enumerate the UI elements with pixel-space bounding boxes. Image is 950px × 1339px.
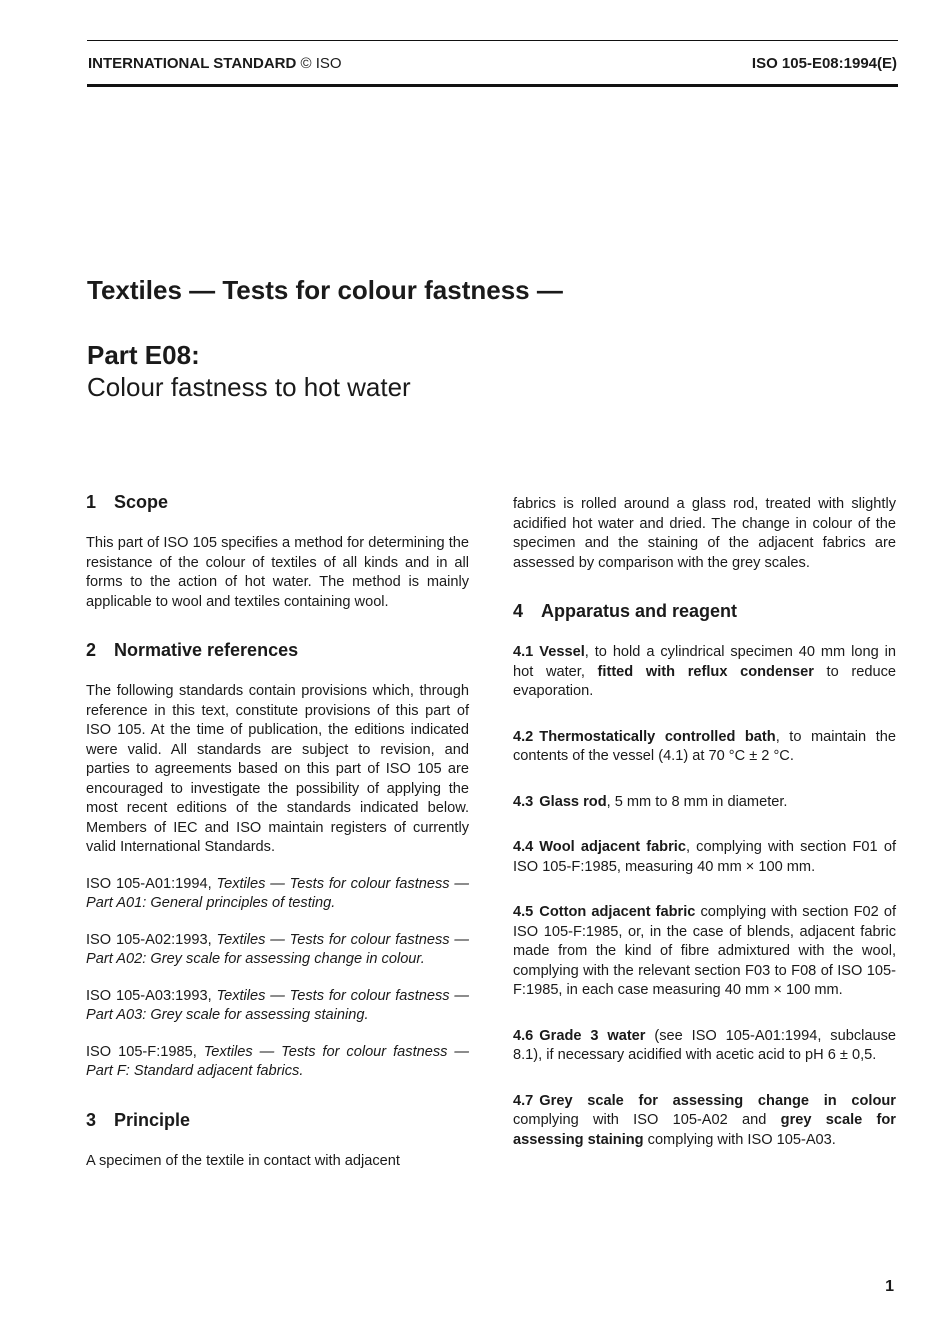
section-heading-scope: 1 Scope: [86, 492, 169, 512]
section-heading-principle: 3 Principle: [86, 1109, 191, 1130]
reference-item: ISO 105-A01:1994, Textiles — Tests for colour fastness — Part A01: General principles of testing.: [86, 875, 469, 911]
page-number: 1: [885, 1278, 894, 1295]
header-rule-bottom: [87, 84, 898, 87]
reference-item: ISO 105-A02:1993, Textiles — Tests for colour fastness — Part A02: Grey scale for assessing change in colour.: [86, 931, 469, 967]
reference-item: ISO 105-A03:1993, Textiles — Tests for colour fastness — Part A03: Grey scale for assessing staining.: [86, 987, 469, 1023]
section-heading-apparatus: 4 Apparatus and reagent: [513, 601, 738, 621]
clause-4-4: 4.4 Wool adjacent fabric, complying with section F01 of ISO 105-F:1985, measuring 40 mm × 100 mm.: [513, 839, 896, 875]
clause-4-2: 4.2 Thermostatically controlled bath, to maintain the contents of the vessel (4.1) at 70 °C ± 2 °C.: [513, 728, 896, 764]
normative-paragraph: The following standards contain provisions which, through reference in this text, constitute provisions of this part of ISO 105. At the time of publication, the editions indicated were valid. All standards are subject to revision, and parties to agreements based on this part of ISO 105 are encouraged to investigate the possibility of applying the most recent editions of the standards indicated below. Members of IEC and ISO maintain registers of currently valid International Standards.: [86, 683, 469, 855]
clause-4-6: 4.6 Grade 3 water (see ISO 105-A01:1994, subclause 8.1), if necessary acidified with acetic acid to pH 6 ± 0,5.: [513, 1027, 896, 1063]
principle-paragraph-start: A specimen of the textile in contact with adjacent: [86, 1152, 400, 1169]
reference-item: ISO 105-F:1985, Textiles — Tests for colour fastness — Part F: Standard adjacent fabrics.: [86, 1043, 469, 1079]
header-standard-label: [88, 55, 342, 72]
clause-4-1: 4.1 Vessel, to hold a cylindrical specimen 40 mm long in hot water, fitted with reflux condenser to reduce evaporation.: [513, 644, 897, 699]
document-part: Part E08:: [87, 340, 200, 370]
section-heading-normative-references: 2 Normative references: [86, 640, 299, 660]
header-standard-type: INTERNATIONAL STANDARD: [88, 55, 297, 72]
header-rule-top: [87, 40, 898, 41]
clause-4-5: 4.5 Cotton adjacent fabric complying with section F02 of ISO 105-F:1985, or, in the case of blends, adjacent fabric made from the kind of fibre admixtured with the wool, complying with the relevant section F03 to F08 of ISO 105-F:1985, in each case measuring 40 mm × 100 mm.: [513, 904, 897, 998]
right-column: [513, 495, 896, 1176]
scope-paragraph: This part of ISO 105 specifies a method for determining the resistance of the colour of textiles of all kinds and in all forms to the action of hot water. The method is mainly applicable to wool and textiles containing wool.: [86, 535, 469, 610]
clause-4-3: 4.3 Glass rod, 5 mm to 8 mm in diameter.: [513, 793, 788, 810]
document-title: Textiles — Tests for colour fastness —: [87, 275, 563, 305]
principle-paragraph-continued: fabrics is rolled around a glass rod, treated with slightly acidified hot water and dried. The change in colour of the specimen and the staining of the adjacent fabrics are assessed by comparison with the grey scales.: [513, 496, 896, 571]
clause-4-7: 4.7 Grey scale for assessing change in colour complying with ISO 105-A02 and grey scale for assessing staining complying with ISO 105-A03.: [513, 1092, 896, 1148]
header-document-id: ISO 105-E08:1994(E): [751, 55, 897, 72]
left-column: [86, 490, 469, 1188]
document-subtitle: Colour fastness to hot water: [87, 372, 411, 402]
header-copyright: © ISO: [300, 55, 342, 72]
